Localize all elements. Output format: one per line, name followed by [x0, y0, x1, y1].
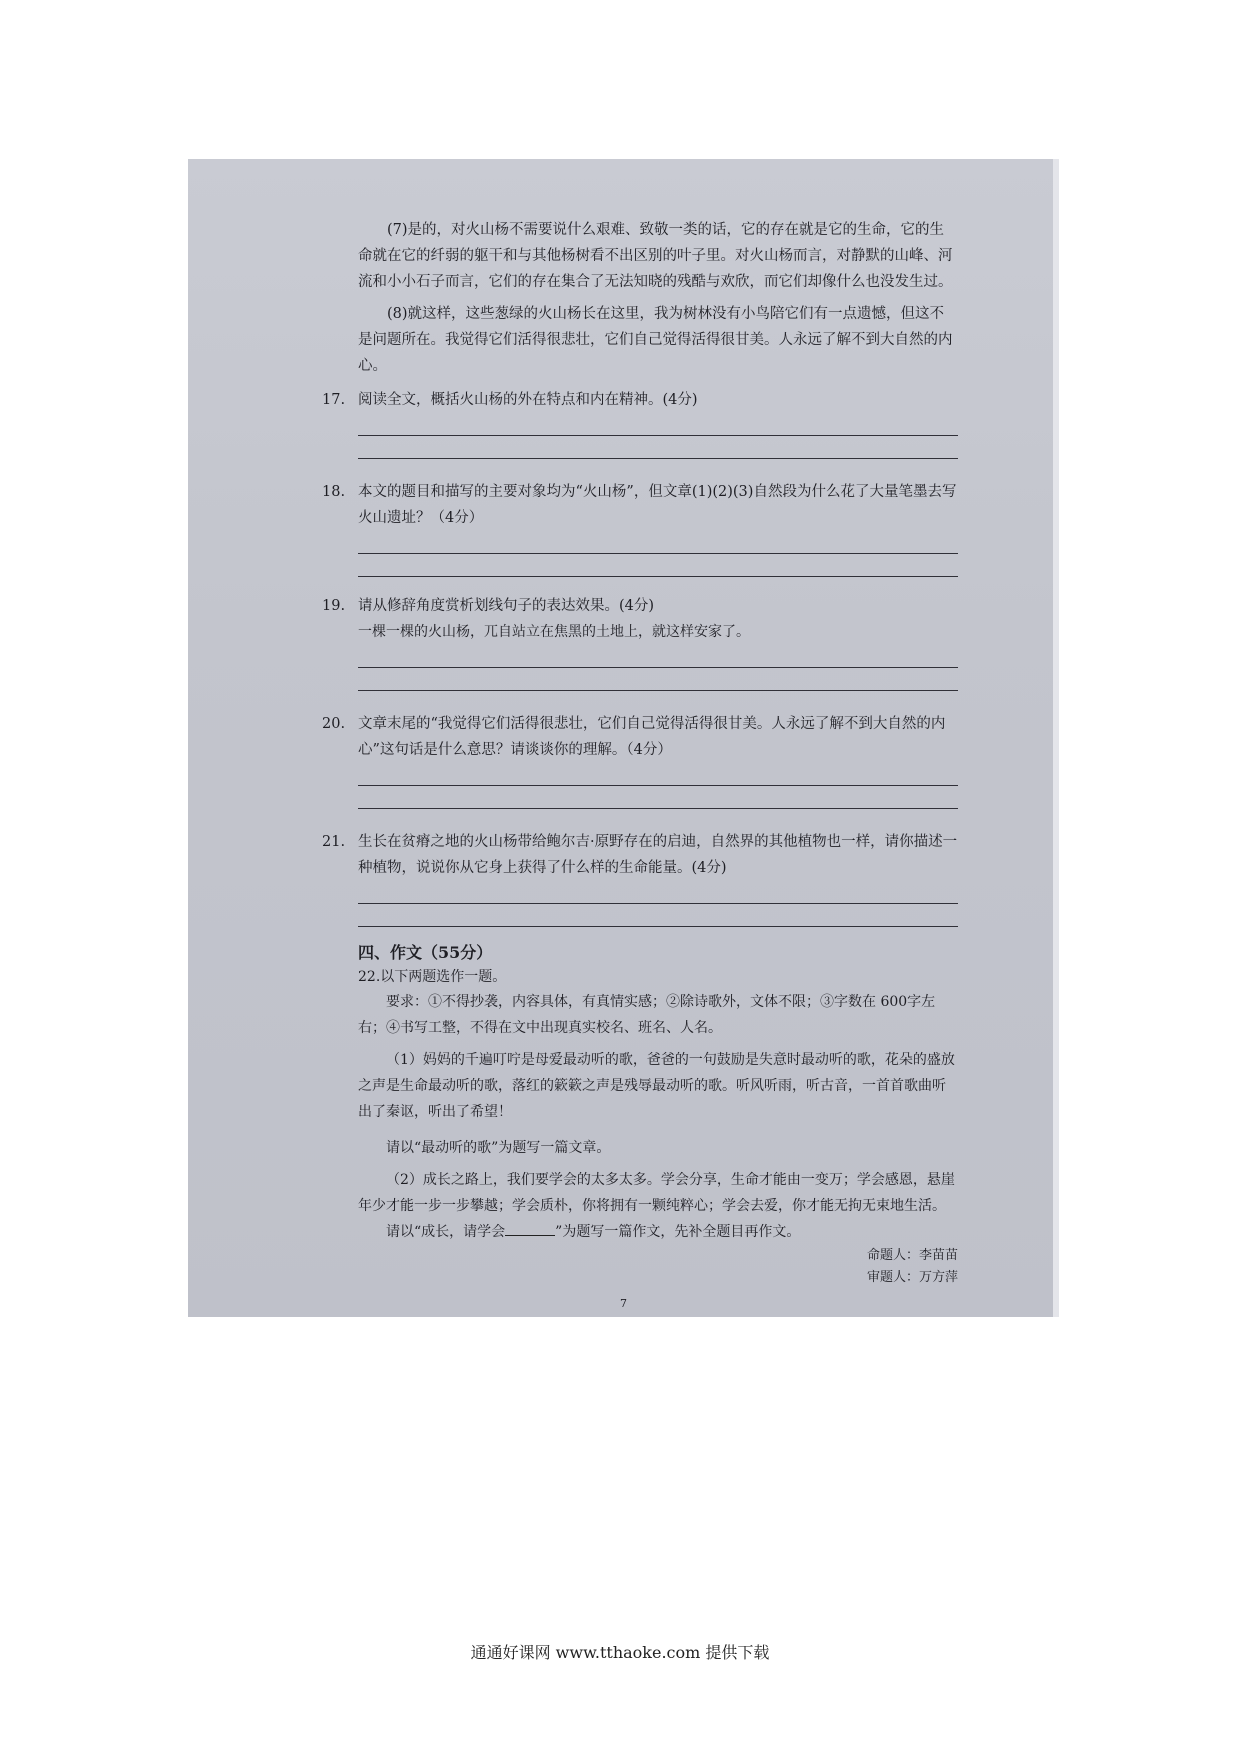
download-footer: 通通好课网 www.tthaoke.com 提供下载 [470, 1643, 770, 1662]
question-22: 22.以下两题选作一题。 [358, 969, 507, 985]
paragraph-8: (8)就这样，这些葱绿的火山杨长在这里，我为树林没有小鸟陪它们有一点遗憾，但这不是问题所在。我觉得它们活得很悲壮，它们自己觉得活得很甘美。人永远了解不到大自然的内心。 [358, 306, 953, 374]
question-number: 20. [322, 716, 346, 732]
paragraph-7: (7)是的，对火山杨不需要说什么艰难、致敬一类的话，它的存在就是它的生命，它的生命就在它的纤弱的躯干和与其他杨树看不出区别的叶子里。对火山杨而言，对静默的山峰、河流和小小石子而言，它们的存在集合了无法知晓的残酷与欢欣，而它们却像什么也没发生过。 [358, 222, 953, 290]
answer-line[interactable] [358, 436, 958, 459]
question-text: 本文的题目和描写的主要对象均为“火山杨”，但文章(1)(2)(3)自然段为什么花了大量笔墨去写火山遗址？（4分） [358, 484, 957, 526]
title-blank[interactable] [505, 1221, 555, 1236]
essay-option-1: （1）妈妈的千遍叮咛是母爱最动听的歌，爸爸的一句鼓励是失意时最动听的歌，花朵的盛放之声是生命最动听的歌，落红的簌簌之声是残辱最动听的歌。听风听雨，听古音，一首首歌曲听出了秦讴，听出了希望！ [358, 1052, 955, 1120]
question-20 [322, 711, 958, 809]
answer-line[interactable] [358, 554, 958, 577]
essay-section-title: 四、作文（55分） [358, 943, 493, 962]
question-text: 请从修辞角度赏析划线句子的表达效果。(4分) [358, 598, 655, 614]
page-content [322, 217, 958, 1289]
answer-line[interactable] [358, 904, 958, 927]
question-number: 17. [322, 392, 346, 408]
essay-requirements: 要求：①不得抄袭，内容具体，有真情实感；②除诗歌外，文体不限；③字数在 600字左右；④书写工整，不得在文中出现真实校名、班名、人名。 [358, 994, 936, 1036]
essay-option-2-prompt [358, 1219, 958, 1245]
answer-line[interactable] [358, 763, 958, 786]
question-18 [322, 479, 958, 577]
page-number: 7 [620, 1297, 627, 1310]
question-text: 生长在贫瘠之地的火山杨带给鲍尔吉·原野存在的启迪，自然界的其他植物也一样，请你描述一种植物，说说你从它身上获得了什么样的生命能量。(4分) [358, 834, 958, 876]
answer-line[interactable] [358, 668, 958, 691]
question-17 [322, 387, 958, 459]
scanned-exam-page [188, 159, 1059, 1317]
page-edge [1053, 159, 1059, 1317]
question-21 [322, 829, 958, 927]
underlined-sentence: 一棵一棵的火山杨，兀自站立在焦黑的土地上，就这样安家了。 [358, 624, 750, 640]
question-number: 19. [322, 598, 346, 614]
question-text: 阅读全文，概括火山杨的外在特点和内在精神。(4分) [358, 392, 698, 408]
prompt-end: ”为题写一篇作文，先补全题目再作文。 [555, 1224, 801, 1240]
answer-line[interactable] [358, 645, 958, 668]
question-reviewer: 审题人：万方萍 [866, 1270, 958, 1285]
answer-line[interactable] [358, 786, 958, 809]
question-text: 文章末尾的“我觉得它们活得很悲壮，它们自己觉得活得很甘美。人永远了解不到大自然的内心”这句话是什么意思？请谈谈你的理解。（4分） [358, 716, 946, 758]
answer-line[interactable] [358, 531, 958, 554]
question-setter: 命题人：李苗苗 [866, 1248, 958, 1263]
question-number: 21. [322, 834, 346, 850]
question-number: 18. [322, 484, 346, 500]
answer-line[interactable] [358, 413, 958, 436]
answer-line[interactable] [358, 881, 958, 904]
question-19 [322, 593, 958, 691]
essay-option-1-prompt: 请以“最动听的歌”为题写一篇文章。 [386, 1140, 611, 1156]
prompt-start: 请以“成长，请学会 [386, 1224, 506, 1240]
essay-option-2: （2）成长之路上，我们要学会的太多太多。学会分享，生命才能由一变万；学会感恩，悬崖年少才能一步一步攀越；学会质朴，你将拥有一颗纯粹心；学会去爱，你才能无拘无束地生活。 [358, 1172, 955, 1214]
